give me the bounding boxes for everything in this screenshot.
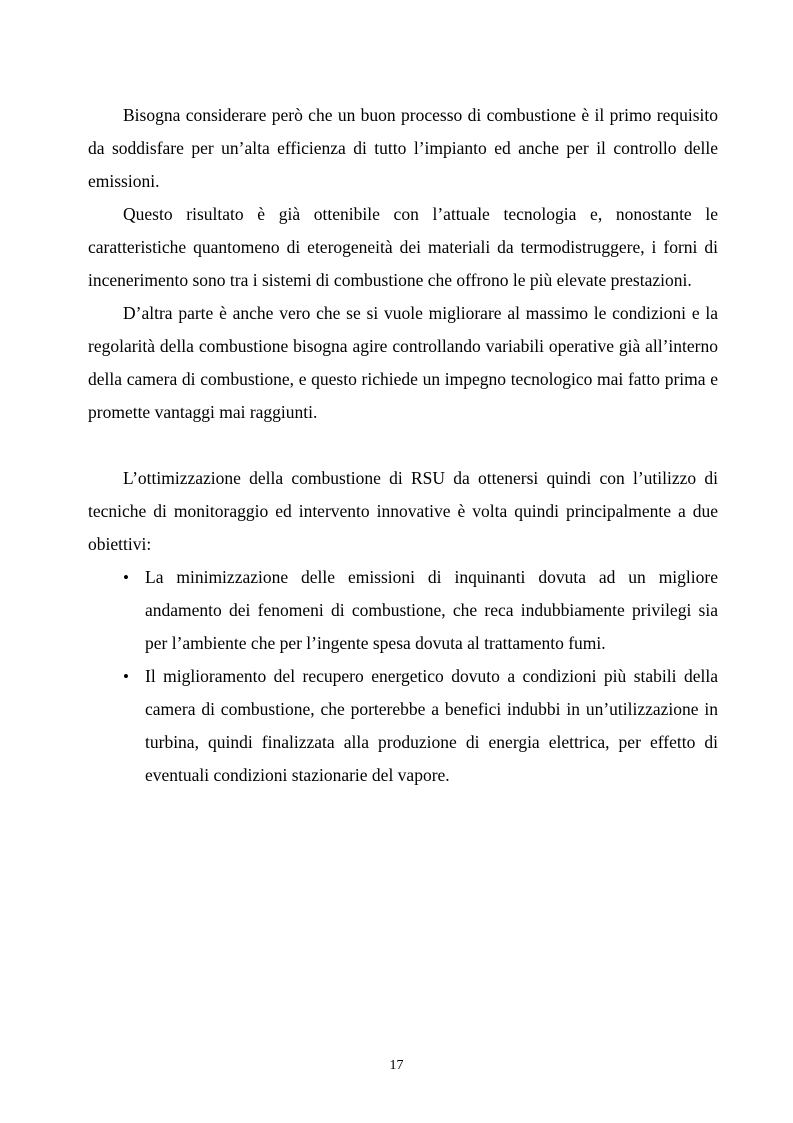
- list-item: [123, 561, 718, 660]
- bullet-icon: •: [123, 568, 129, 587]
- paragraph-current-technology: Questo risultato è già ottenibile con l’attuale tecnologia e, nonostante le caratteristiche quantomeno di eterogeneità dei materiali da termodistruggere, i forni di incenerimento sono tra i sistemi di combustione che offrono le più elevate prestazioni.: [88, 204, 718, 290]
- paragraph-combustion-requirement: Bisogna considerare però che un buon processo di combustione è il primo requisito da soddisfare per un’alta efficienza di tutto l’impianto ed anche per il controllo delle emissioni.: [88, 105, 718, 191]
- objectives-list: [88, 561, 718, 792]
- list-item-text: La minimizzazione delle emissioni di inquinanti dovuta ad un migliore andamento dei fenomeni di combustione, che reca indubbiamente privilegi sia per l’ambiente che per l’ingente spesa dovuta al trattamento fumi.: [145, 567, 718, 653]
- bullet-icon: •: [123, 667, 129, 686]
- page-number: 17: [389, 1058, 404, 1073]
- list-item: [123, 660, 718, 792]
- paragraph-operational-control: D’altra parte è anche vero che se si vuole migliorare al massimo le condizioni e la regolarità della combustione bisogna agire controllando variabili operative già all’interno della camera di combustione, e questo richiede un impegno tecnologico mai fatto prima e promette vantaggi mai raggiunti.: [88, 303, 718, 422]
- paragraph-spacer: [88, 429, 718, 462]
- paragraph-optimization-objectives: L’ottimizzazione della combustione di RSU da ottenersi quindi con l’utilizzo di tecniche di monitoraggio ed intervento innovative è volta quindi principalmente a due obiettivi:: [88, 468, 718, 554]
- document-body: [88, 99, 718, 792]
- list-item-text: Il miglioramento del recupero energetico dovuto a condizioni più stabili della camera di combustione, che porterebbe a benefici indubbi in un’utilizzazione in turbina, quindi finalizzata alla produzione di energia elettrica, per effetto di eventuali condizioni stazionarie del vapore.: [145, 666, 718, 785]
